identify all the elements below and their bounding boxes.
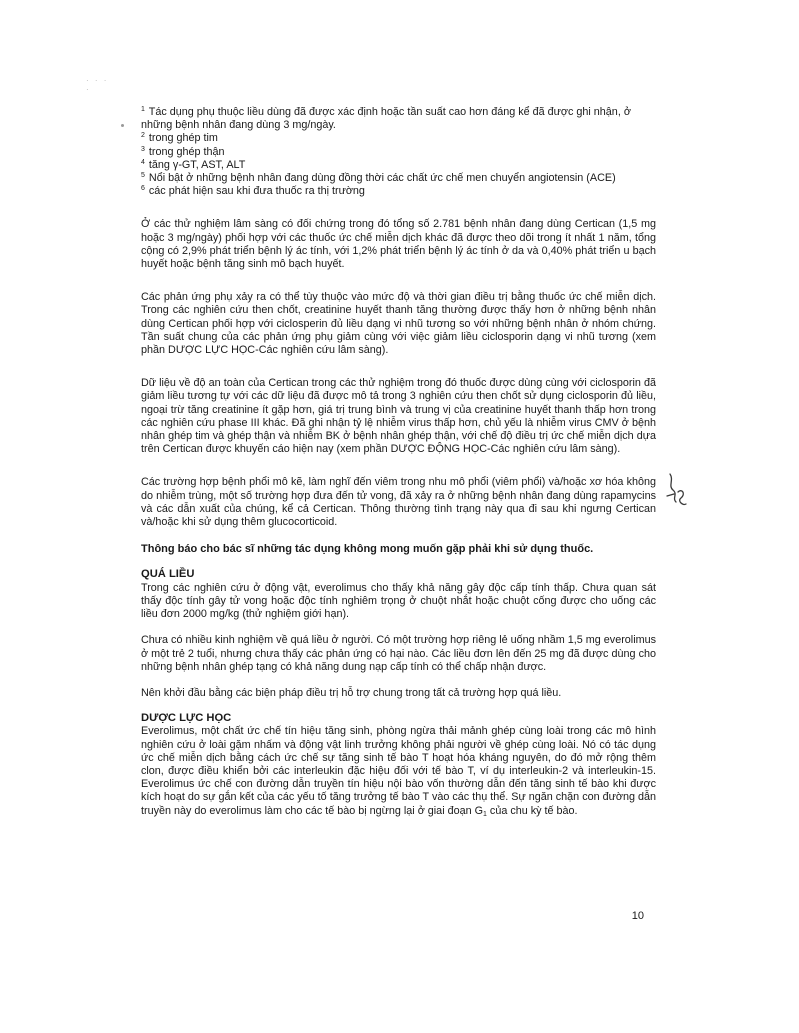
footnotes bbox=[141, 106, 656, 198]
paragraph-safety-data: Dữ liệu về độ an toàn của Certican trong các thử nghiệm trong đó thuốc được dùng cùng với ciclosporin đã giảm liều tương tự với các dữ liệu đã được mô tả trong 3 nghiên cứu then chốt sử dụng ciclosporin đủ liều, ngoại trừ tăng creatinine ít gặp hơn, giá trị trung bình và trung vị của creatinine huyết thanh thấp hơn trong các nghiên cứu phase III khác. Đã ghi nhận tỷ lệ nhiễm virus thấp hơn, chủ yếu là nhiễm virus CMV ở bệnh nhân ghép tim và ghép thận và nhiễm BK ở bệnh nhân ghép thận, với chế độ điều trị ức chế miễn dịch dựa trên Certican được khuyến cáo hiện nay (xem phần DƯỢC ĐỘNG HỌC-Các nghiên cứu lâm sàng). bbox=[141, 377, 656, 456]
footnote-5: $^5$ Nổi bật ở những bệnh nhân đang dùng đồng thời các chất ức chế men chuyển angiotensin (ACE) bbox=[141, 172, 616, 185]
overdose-paragraph-1: Trong các nghiên cứu ở động vật, everolimus cho thấy khả năng gây độc cấp tính thấp. Chưa quan sát thấy độc tính gây tử vong hoặc độc tính nghiêm trọng ở chuột nhắt hoặc chuột cống được cho uống các liều đơn 2000 mg/kg (thử nghiệm giới hạn). bbox=[141, 581, 656, 621]
scan-dot bbox=[121, 124, 124, 127]
footnote-6: $^6$ các phát hiện sau khi đưa thuốc ra thị trường bbox=[141, 185, 365, 198]
physician-notice: Thông báo cho bác sĩ những tác dụng không mong muốn gặp phải khi sử dụng thuốc. bbox=[141, 543, 594, 556]
section-title-overdose: QUÁ LIỀU bbox=[141, 568, 195, 581]
footnote-1: $^1$ Tác dụng phụ thuộc liều dùng đã được xác định hoặc tần suất cao hơn đáng kể đã được ghi nhận, ở những bệnh nhân đang dùng 3 mg/ngày. bbox=[141, 106, 631, 132]
footnote-4: $^4$ tăng γ-GT, AST, ALT bbox=[141, 158, 246, 171]
document-page bbox=[141, 106, 656, 818]
pharmacodynamics-paragraph: Everolimus, một chất ức chế tín hiệu tăng sinh, phòng ngừa thải mảnh ghép cùng loài trong các mô hình nghiên cứu ở loài gặm nhấm và động vật linh trưởng không phải người về ghép cùng loài. Nó có tác dụng ức chế miễn dịch bằng cách ức chế sự tăng sinh tế bào T hoạt hóa kháng nguyên, do đó mở rộng thêm clon, được điều khiển bởi các interleukin đặc hiệu đối với tế bào T, ví dụ interleukin-2 và interleukin-15. Everolimus ức chế con đường dẫn truyền tín hiệu nội bào vốn thường dẫn đến tăng sinh tế bào khi được kích hoạt do sự gắn kết của các yếu tố tăng trưởng tế bào T vào các thụ thể. Sự ngăn chặn con đường dẫn truyền này do everolimus làm cho các tế bào bị ngừng lại ở giai đoạn G1 của chu kỳ tế bào. bbox=[141, 725, 656, 818]
paragraph-adverse-reactions: Các phản ứng phụ xảy ra có thể tùy thuộc vào mức độ và thời gian điều trị bằng thuốc ức chế miễn dịch. Trong các nghiên cứu then chốt, creatinine huyết thanh tăng thường được thấy hơn ở những bệnh nhân dùng Certican phối hợp với ciclosperin đủ liều dạng vi nhũ tương so với những bệnh nhân ở nhóm chứng. Tần suất chung của các phản ứng phụ giảm cùng với việc giảm liều ciclosporin dạng vi nhũ tương (xem phần DƯỢC LỰC HỌC-Các nghiên cứu lâm sàng). bbox=[141, 291, 656, 357]
handwritten-initials-icon bbox=[664, 470, 690, 512]
footnote-2: $^2$ trong ghép tim bbox=[141, 132, 218, 145]
paragraph-lung-disease: Các trường hợp bệnh phổi mô kẽ, làm nghĩ đến viêm trong nhu mô phổi (viêm phổi) và/hoặc xơ hóa không do nhiễm trùng, một số trường hợp đưa đến tử vong, đã xảy ra ở những bệnh nhân đang dùng rapamycins và các dẫn xuất của chúng, kể cả Certican. Thông thường tình trạng này qua đi sau khi ngưng Certican và/hoặc khi sử dụng thêm glucocorticoid. bbox=[141, 476, 656, 529]
overdose-paragraph-2: Chưa có nhiều kinh nghiệm về quá liều ở người. Có một trường hợp riêng lẻ uống nhầm 1,5 mg everolimus ở một trẻ 2 tuổi, nhưng chưa thấy các phản ứng có hại nào. Các liều đơn lên đến 25 mg đã được dùng cho những bệnh nhân ghép tạng có khả năng dung nạp cấp tính có thể chấp nhận được. bbox=[141, 634, 656, 673]
section-title-pharmacodynamics: DƯỢC LỰC HỌC bbox=[141, 712, 232, 725]
footnote-3: $^3$ trong ghép thận bbox=[141, 145, 225, 158]
paragraph-malignancy: Ở các thử nghiệm lâm sàng có đối chứng trong đó tổng số 2.781 bệnh nhân đang dùng Certican (1,5 mg hoặc 3 mg/ngày) phối hợp với các thuốc ức chế miễn dịch khác đã được theo dõi trong ít nhất 1 năm, tổng cộng có 2,9% phát triển bệnh lý ác tính, với 1,2% phát triển bệnh lý ác tính ở da và 0,40% phát triển u bạch huyết hoặc bệnh tăng sinh mô bạch huyết. bbox=[141, 218, 656, 271]
overdose-paragraph-3: Nên khởi đầu bằng các biện pháp điều trị hỗ trợ chung trong tất cả trường hợp quá liều. bbox=[141, 686, 562, 699]
scan-artifact: · · · · bbox=[86, 76, 109, 94]
page-number: 10 bbox=[631, 910, 644, 922]
